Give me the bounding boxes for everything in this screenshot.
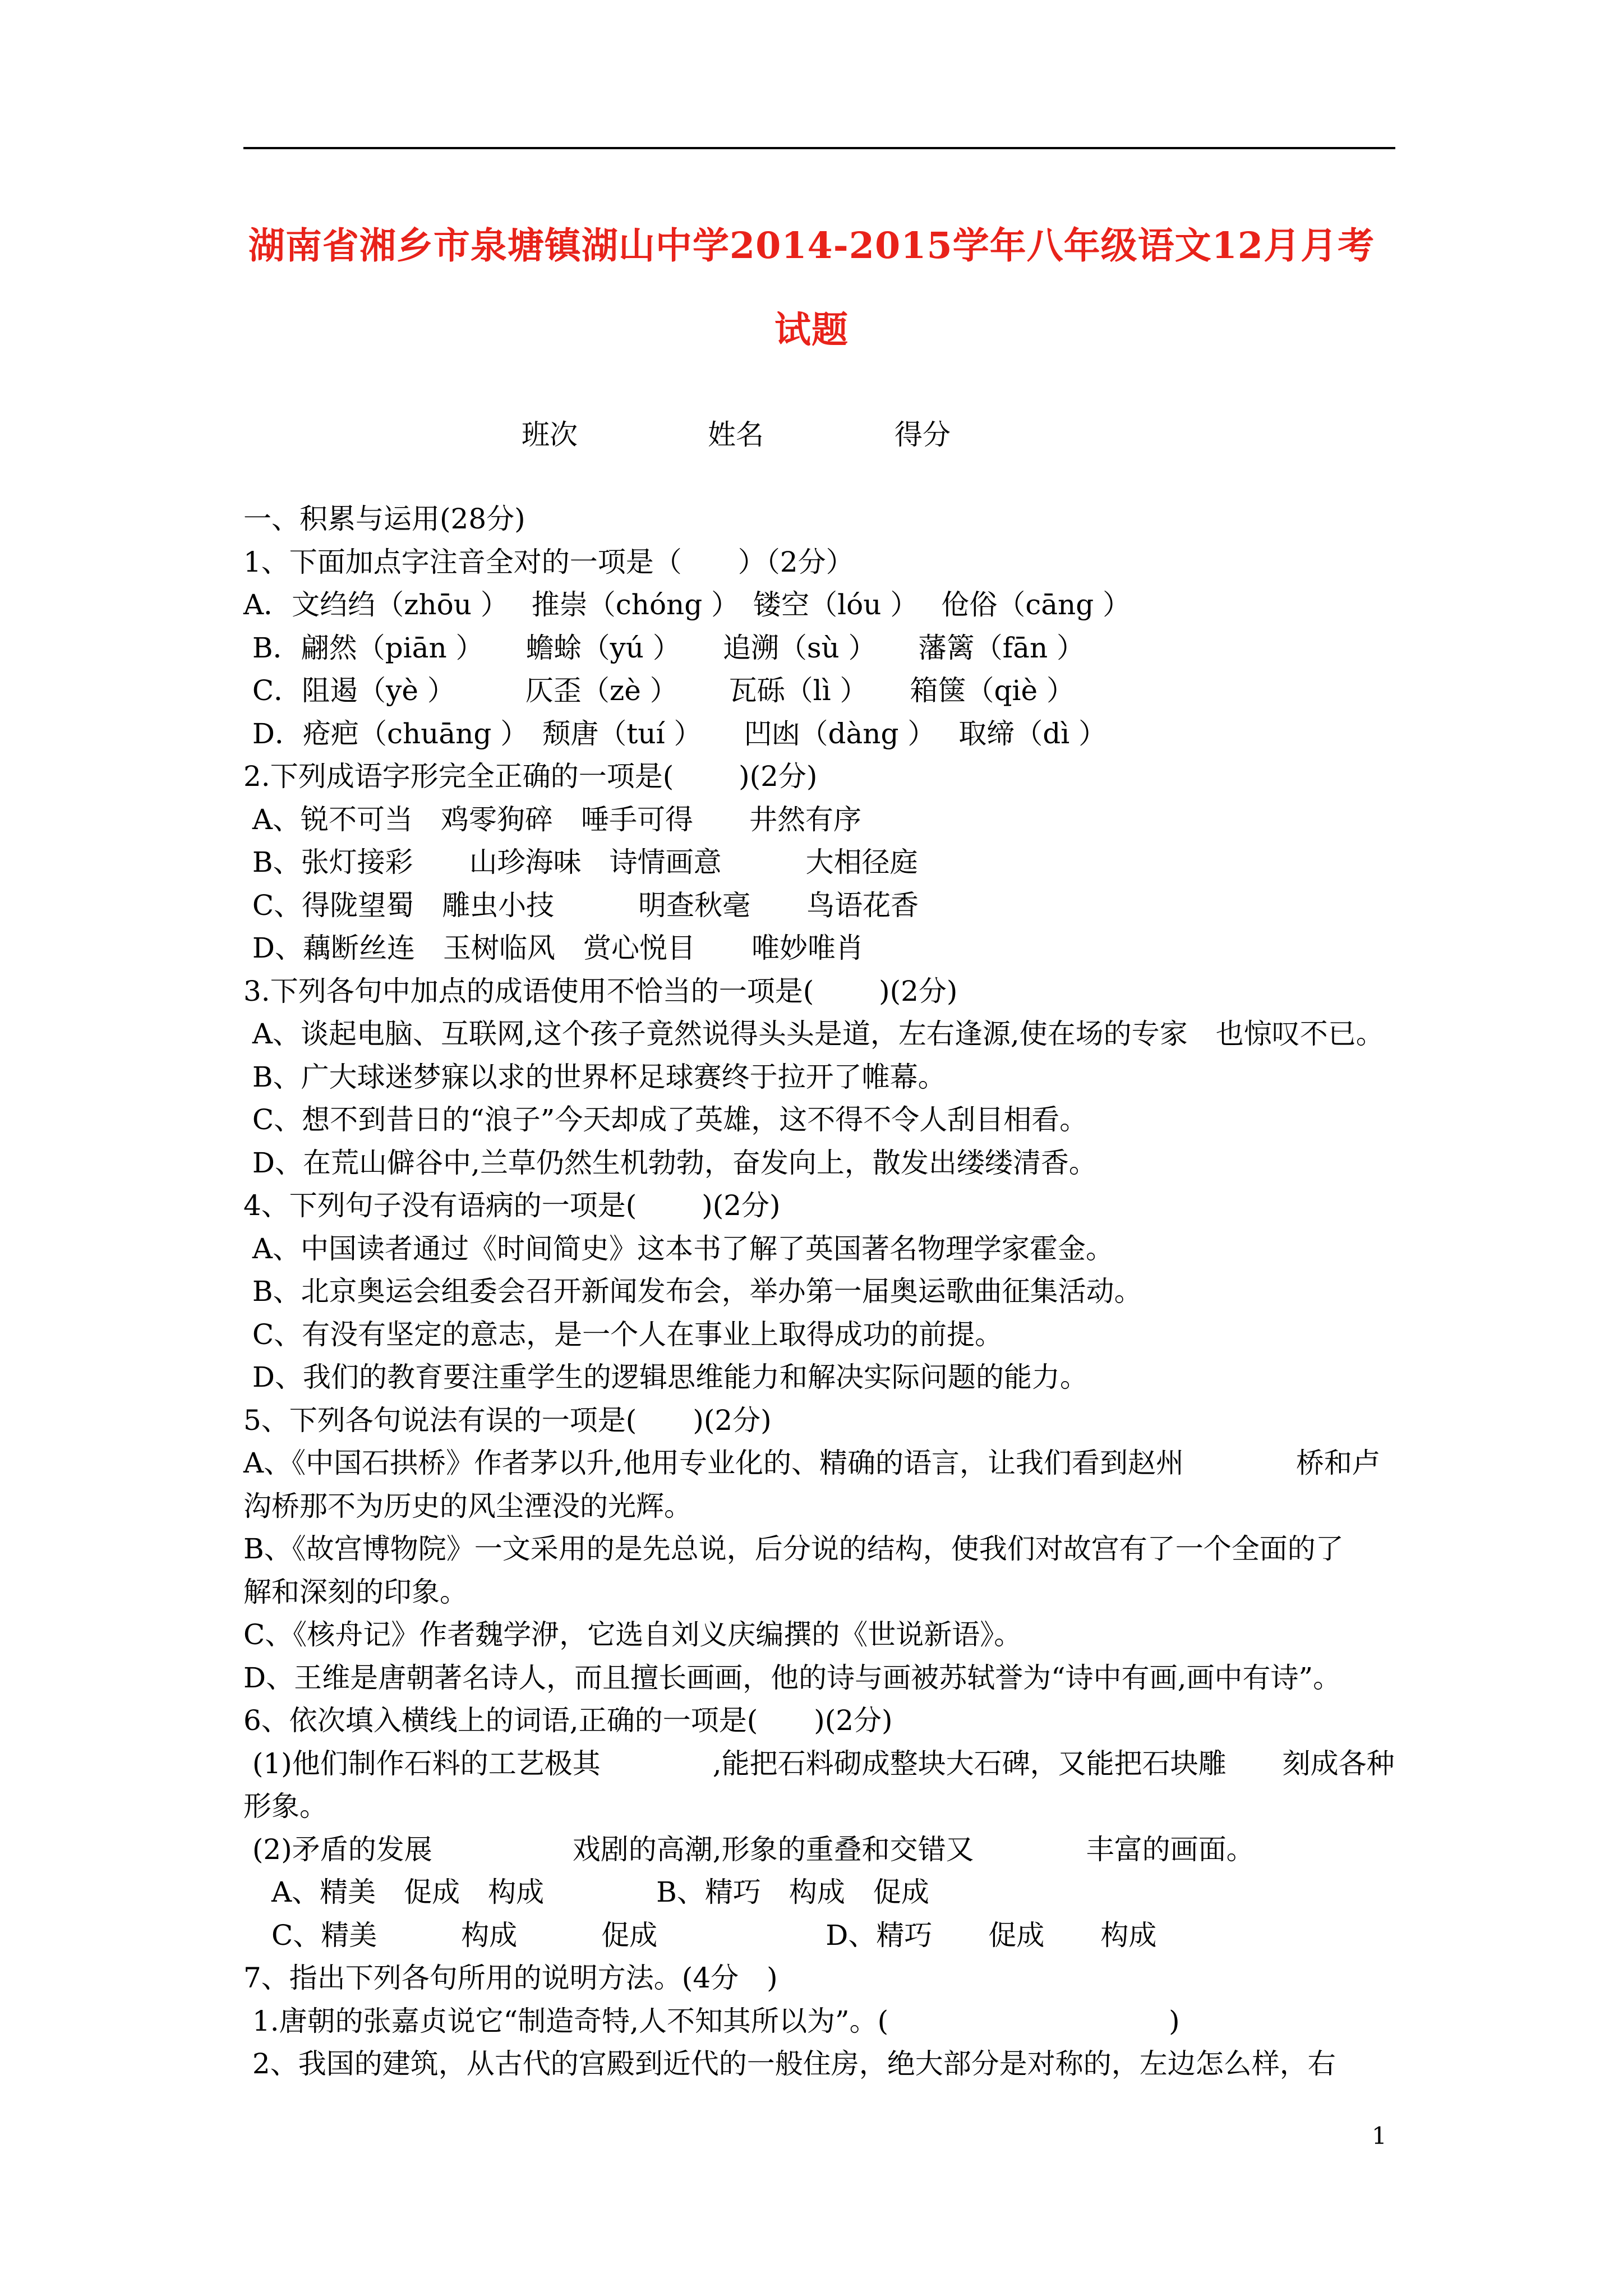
exam-line: C、想不到昔日的“浪子”今天却成了英雄，这不得不令人刮目相看。 bbox=[243, 1103, 1088, 1136]
exam-line: 一、积累与运用(28分) bbox=[243, 503, 525, 535]
exam-line: 5、下列各句说法有误的一项是( )(2分) bbox=[243, 1404, 772, 1437]
exam-line: 解和深刻的印象。 bbox=[243, 1576, 468, 1608]
exam-line: A、《中国石拱桥》作者茅以升,他用专业化的、精确的语言，让我们看到赵州 桥和卢 bbox=[243, 1447, 1381, 1479]
exam-line: D、在荒山僻谷中,兰草仍然生机勃勃，奋发向上，散发出缕缕清香。 bbox=[243, 1147, 1097, 1179]
exam-line: C、有没有坚定的意志，是一个人在事业上取得成功的前提。 bbox=[243, 1318, 1003, 1351]
exam-line: B、张灯接彩 山珍海味 诗情画意 大相径庭 bbox=[243, 846, 918, 878]
exam-line: C、《核舟记》作者魏学洢，它选自刘义庆编撰的《世说新语》。 bbox=[243, 1618, 1022, 1651]
exam-line: A．文绉绉（zhōu ） 推崇（chóng ） 镂空（lóu ） 伧俗（cāng ） bbox=[243, 588, 1131, 621]
exam-line: B、北京奥运会组委会召开新闻发布会，举办第一届奥运歌曲征集活动。 bbox=[243, 1275, 1142, 1308]
name-label: 姓名 bbox=[708, 418, 764, 451]
exam-line: 2.下列成语字形完全正确的一项是( )(2分) bbox=[243, 760, 818, 793]
exam-line: (1)他们制作石料的工艺极其 ,能把石料砌成整块大石碑，又能把石块雕 刻成各种 bbox=[243, 1747, 1395, 1780]
exam-line: (2)矛盾的发展 戏剧的高潮,形象的重叠和交错又 丰富的画面。 bbox=[243, 1833, 1255, 1866]
exam-line: 4、下列句子没有语病的一项是( )(2分) bbox=[243, 1189, 781, 1222]
exam-line: 7、指出下列各句所用的说明方法。(4分 ) bbox=[243, 1962, 778, 1994]
exam-title-line-1: 湖南省湘乡市泉塘镇湖山中学2014-2015学年八年级语文12月月考 bbox=[248, 224, 1375, 267]
score-label: 得分 bbox=[895, 418, 951, 451]
exam-line: A、谈起电脑、互联网,这个孩子竟然说得头头是道，左右逢源,使在场的专家 也惊叹不已。 bbox=[243, 1018, 1384, 1050]
page-number: 1 bbox=[1372, 2122, 1387, 2150]
exam-title-line-2: 试题 bbox=[774, 309, 849, 351]
exam-line: 2、我国的建筑，从古代的宫殿到近代的一般住房，绝大部分是对称的，左边怎么样，右 bbox=[243, 2047, 1336, 2080]
exam-line: 3.下列各句中加点的成语使用不恰当的一项是( )(2分) bbox=[243, 975, 958, 1007]
exam-line: 1、下面加点字注音全对的一项是（ ）（2分） bbox=[243, 546, 854, 578]
exam-line: 沟桥那不为历史的风尘湮没的光辉。 bbox=[243, 1490, 692, 1522]
exam-line: D．疮疤（chuāng ） 颓唐（tuí ） 凹凼（dàng ） 取缔（dì ） bbox=[243, 717, 1107, 750]
exam-line: A、中国读者通过《时间简史》这本书了解了英国著名物理学家霍金。 bbox=[243, 1232, 1114, 1265]
exam-line: A、锐不可当 鸡零狗碎 唾手可得 井然有序 bbox=[243, 803, 862, 836]
header-rule bbox=[243, 147, 1395, 149]
exam-line: D、我们的教育要注重学生的逻辑思维能力和解决实际问题的能力。 bbox=[243, 1361, 1088, 1393]
exam-line: C、得陇望蜀 雕虫小技 明查秋毫 鸟语花香 bbox=[243, 889, 919, 922]
exam-line: B、广大球迷梦寐以求的世界杯足球赛终于拉开了帷幕。 bbox=[243, 1061, 946, 1093]
exam-line: B．翩然（piān ） 蟾蜍（yú ） 追溯（sù ） 藩篱（fān ） bbox=[243, 632, 1085, 664]
exam-line: B、《故宫博物院》一文采用的是先总说，后分说的结构，使我们对故宫有了一个全面的了 bbox=[243, 1533, 1344, 1565]
exam-line: 形象。 bbox=[243, 1790, 328, 1823]
exam-line: 6、依次填入横线上的词语,正确的一项是( )(2分) bbox=[243, 1704, 893, 1737]
exam-line: 1.唐朝的张嘉贞说它“制造奇特,人不知其所以为”。( ) bbox=[243, 2005, 1180, 2037]
exam-line: C、精美 构成 促成 D、精巧 促成 构成 bbox=[243, 1919, 1157, 1952]
exam-line: C．阻遏（yè ） 仄歪（zè ） 瓦砾（lì ） 箱箧（qiè ） bbox=[243, 674, 1075, 707]
class-label: 班次 bbox=[522, 418, 578, 451]
exam-line: A、精美 促成 构成 B、精巧 构成 促成 bbox=[243, 1876, 929, 1908]
exam-line: D、王维是唐朝著名诗人，而且擅长画画，他的诗与画被苏轼誉为“诗中有画,画中有诗”。 bbox=[243, 1662, 1341, 1694]
exam-line: D、藕断丝连 玉树临风 赏心悦目 唯妙唯肖 bbox=[243, 932, 864, 964]
